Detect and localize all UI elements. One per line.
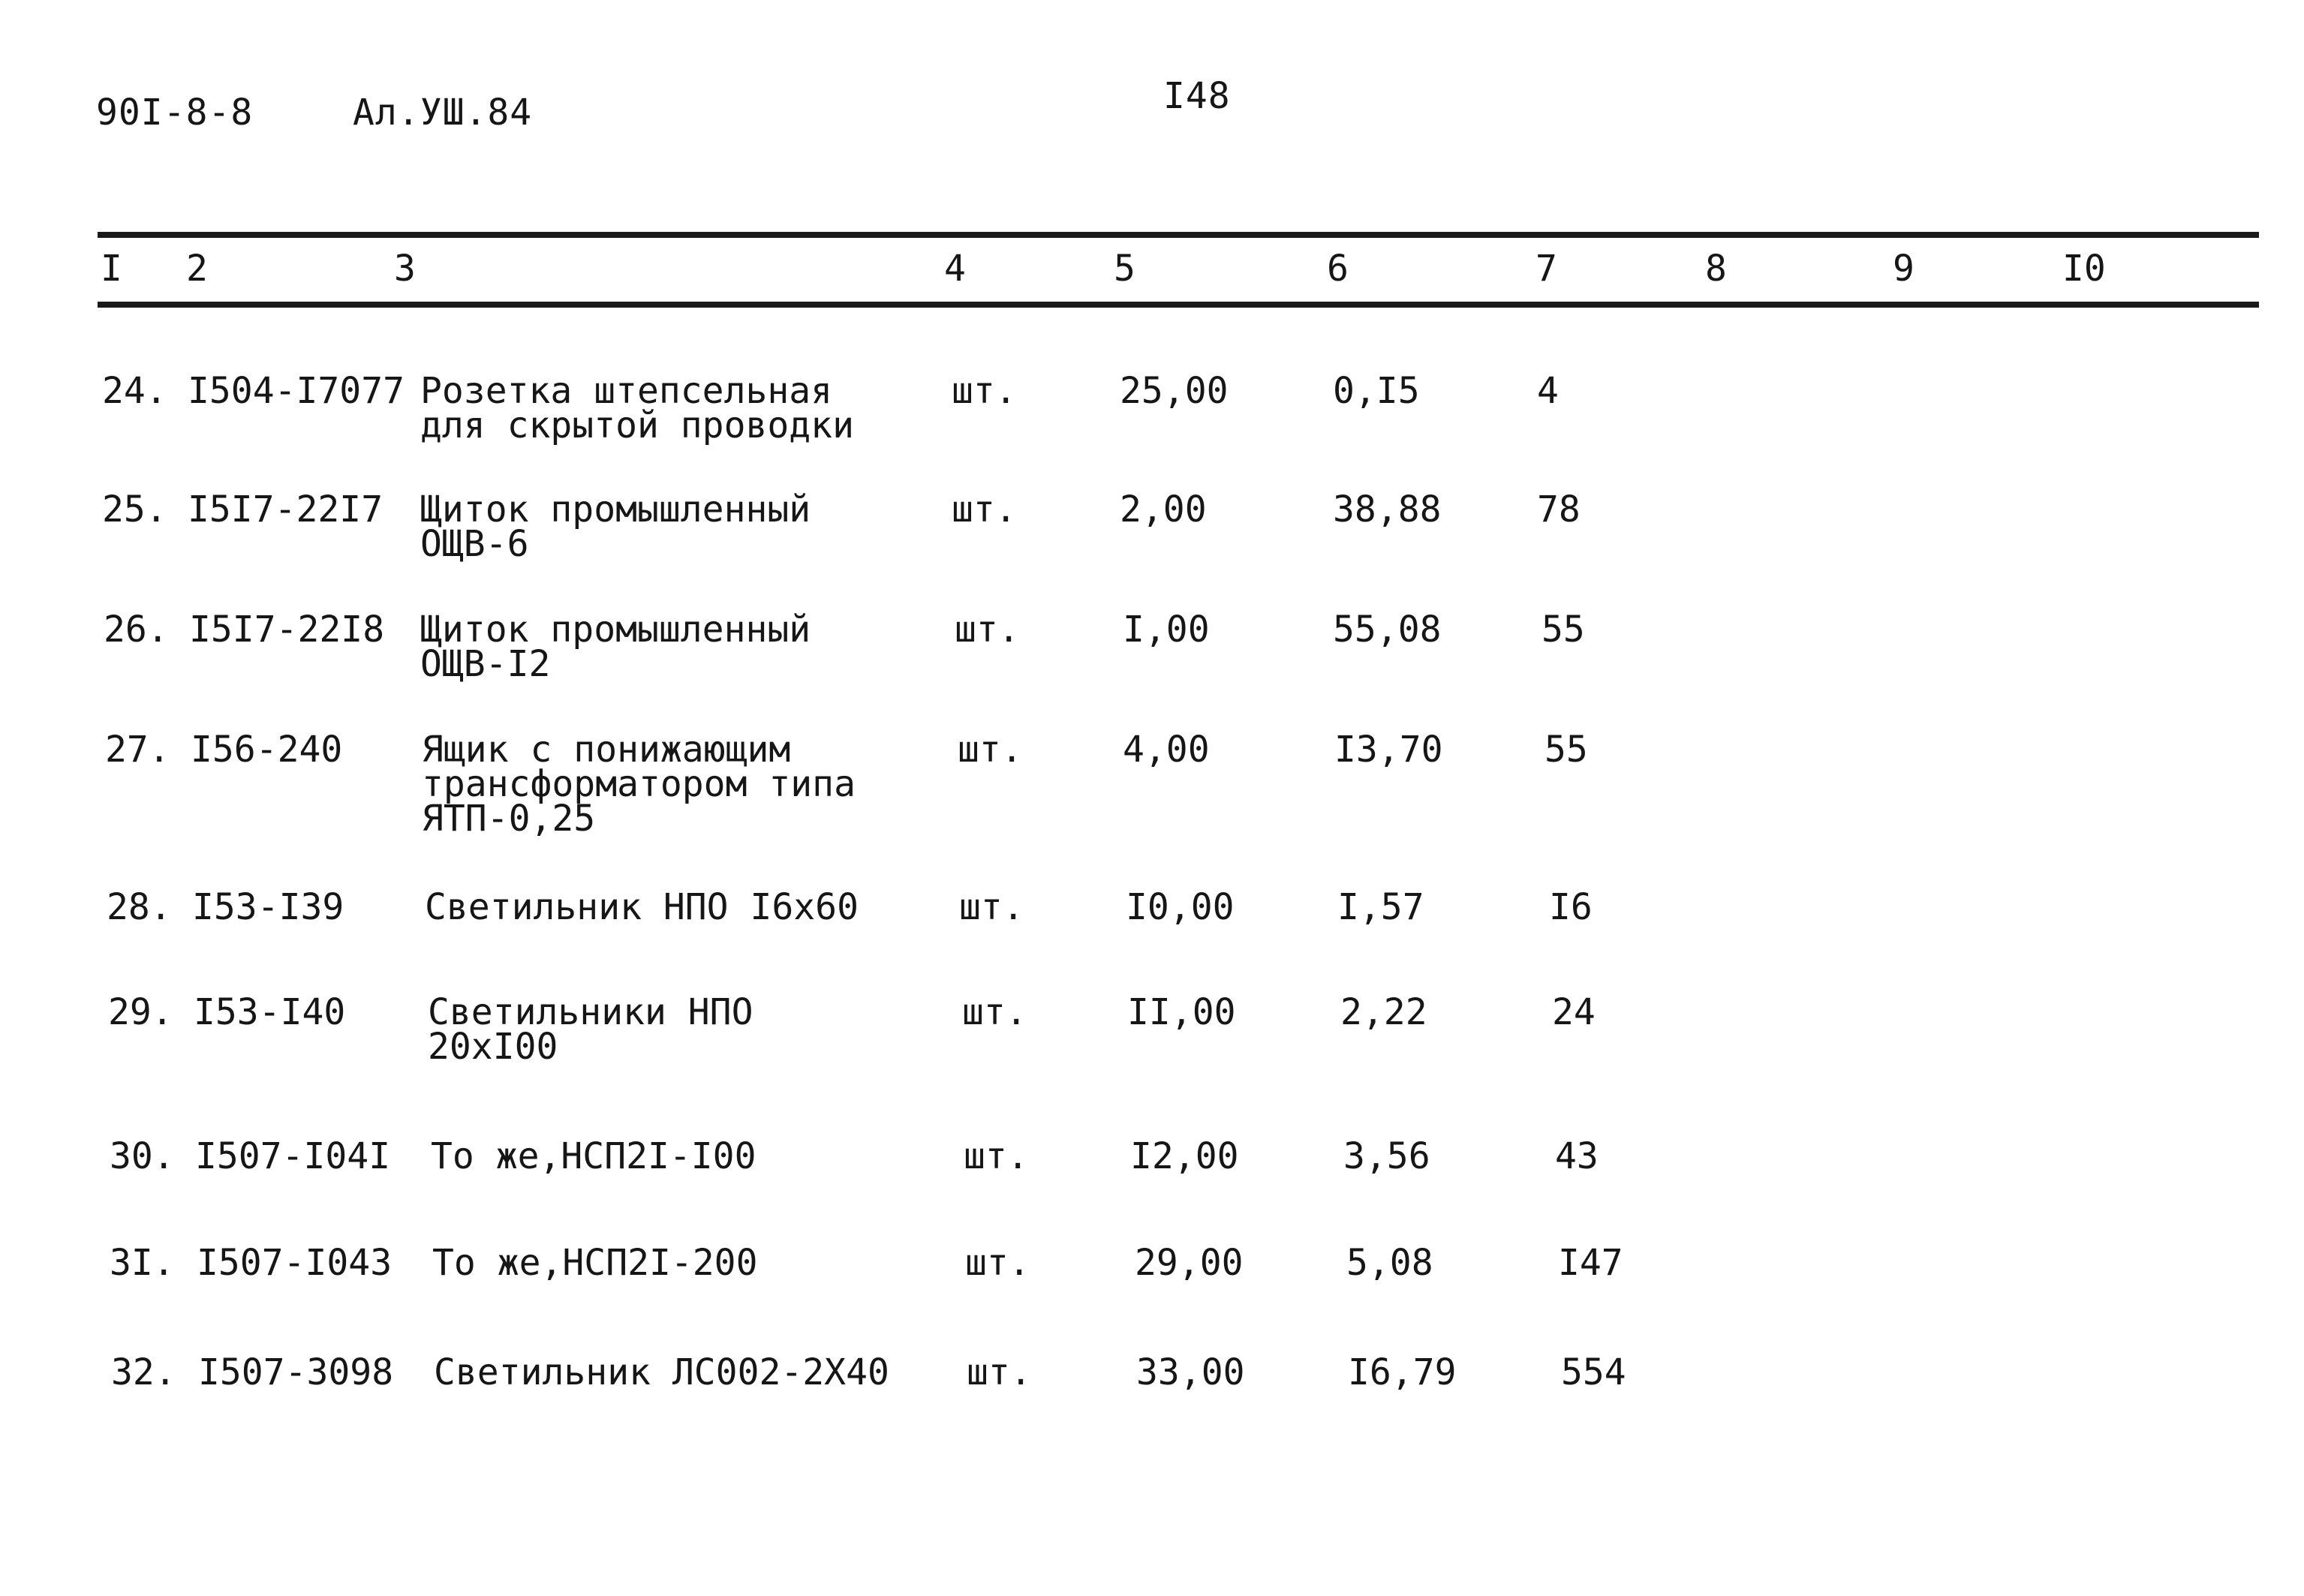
row-quantity: 25,00 — [1120, 370, 1229, 412]
row-total: 55 — [1545, 729, 1588, 771]
row-price: I3,70 — [1334, 729, 1443, 771]
row-total: I47 — [1558, 1242, 1623, 1284]
row-code: I507-I04I — [195, 1135, 391, 1177]
row-description: То же,НСП2I-200 — [432, 1242, 758, 1284]
row-quantity: II,00 — [1127, 991, 1236, 1033]
row-total: 43 — [1555, 1135, 1599, 1177]
row-unit: шт. — [958, 729, 1023, 771]
row-description: То же,НСП2I-I00 — [431, 1135, 756, 1177]
column-number-6: 6 — [1327, 248, 1349, 290]
row-quantity: I2,00 — [1130, 1135, 1239, 1177]
row-total: 4 — [1537, 370, 1559, 412]
row-code: I507-3098 — [198, 1351, 394, 1393]
table-top-rule — [98, 232, 2259, 238]
row-price: I6,79 — [1348, 1351, 1457, 1393]
row-code: I5I7-22I8 — [189, 609, 385, 651]
row-price: 55,08 — [1333, 609, 1442, 651]
row-unit: шт. — [959, 886, 1024, 928]
row-price: I,57 — [1337, 886, 1424, 928]
row-code: I507-I043 — [197, 1242, 393, 1284]
row-total: 78 — [1537, 488, 1581, 530]
row-code: I5I7-22I7 — [188, 488, 383, 530]
row-unit: шт. — [952, 370, 1017, 412]
table-header-rule — [98, 302, 2259, 308]
row-number: 32. — [111, 1351, 176, 1393]
column-number-3: 3 — [394, 248, 416, 290]
document-code: 90I-8-8 — [96, 92, 254, 134]
row-total: I6 — [1549, 886, 1593, 928]
column-number-10: I0 — [2062, 248, 2106, 290]
row-quantity: I,00 — [1123, 609, 1210, 651]
row-description: Светильник НПО I6х60 — [425, 886, 859, 928]
row-quantity: I0,00 — [1126, 886, 1235, 928]
row-number: 26. — [104, 609, 169, 651]
column-number-2: 2 — [186, 248, 208, 290]
row-code: I53-I39 — [192, 886, 344, 928]
row-unit: шт. — [955, 609, 1020, 651]
row-description: Щиток промышленный ОЩВ-I2 — [420, 609, 811, 685]
column-number-1: I — [101, 248, 122, 290]
row-description: Розетка штепсельная для скрытой проводки — [420, 370, 854, 446]
row-number: 27. — [105, 729, 170, 771]
row-code: I53-I40 — [194, 991, 346, 1033]
column-number-8: 8 — [1705, 248, 1727, 290]
row-total: 55 — [1542, 609, 1585, 651]
row-code: I504-I7077 — [188, 370, 405, 412]
row-quantity: 2,00 — [1120, 488, 1207, 530]
row-price: 2,22 — [1340, 991, 1427, 1033]
column-number-7: 7 — [1535, 248, 1557, 290]
row-unit: шт. — [964, 1135, 1029, 1177]
row-unit: шт. — [952, 488, 1017, 530]
row-number: 25. — [102, 488, 167, 530]
row-quantity: 29,00 — [1135, 1242, 1244, 1284]
column-number-5: 5 — [1114, 248, 1135, 290]
row-number: 24. — [102, 370, 167, 412]
row-quantity: 4,00 — [1123, 729, 1210, 771]
column-number-4: 4 — [944, 248, 966, 290]
row-number: 29. — [108, 991, 173, 1033]
page-number: I48 — [1163, 75, 1231, 117]
row-unit: шт. — [967, 1351, 1032, 1393]
row-price: 38,88 — [1333, 488, 1442, 530]
row-code: I56-240 — [191, 729, 343, 771]
row-quantity: 33,00 — [1136, 1351, 1245, 1393]
row-total: 24 — [1552, 991, 1596, 1033]
row-total: 554 — [1561, 1351, 1626, 1393]
column-number-9: 9 — [1893, 248, 1914, 290]
row-number: 28. — [107, 886, 172, 928]
row-price: 0,I5 — [1333, 370, 1420, 412]
row-description: Светильник ЛС002-2Х40 — [434, 1351, 889, 1393]
row-description: Ящик с понижающим трансформатором типа ЯТП-0,25 — [422, 729, 856, 840]
album-reference: Ал.УШ.84 — [353, 92, 533, 134]
row-description: Светильники НПО 20хI00 — [428, 991, 753, 1068]
row-price: 5,08 — [1346, 1242, 1433, 1284]
row-unit: шт. — [962, 991, 1027, 1033]
row-price: 3,56 — [1343, 1135, 1430, 1177]
row-number: 3I. — [110, 1242, 175, 1284]
row-number: 30. — [110, 1135, 175, 1177]
row-description: Щиток промышленный ОЩВ-6 — [420, 488, 811, 565]
row-unit: шт. — [965, 1242, 1030, 1284]
